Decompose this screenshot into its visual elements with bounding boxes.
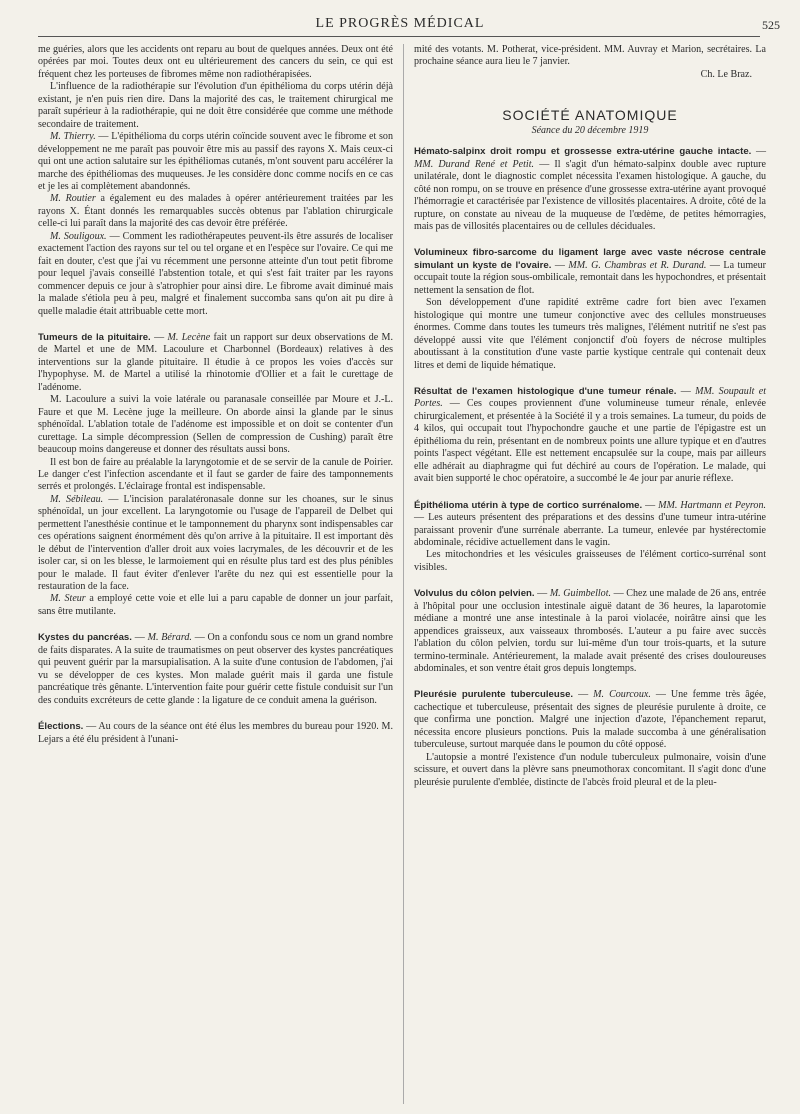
authors: MM. Hartmann et Peyron. [658,499,766,511]
speaker-name: M. Thierry. [50,131,96,143]
speaker-text: a employé cette voie et elle lui a paru capable de donner un jour parfait, sans être mutilante. [38,593,393,617]
paragraph: Son développement d'une rapidité extrême cadre fort bien avec l'examen histologique qui montre une tumeur conjonctive avec des cellules monstrueuses énormes. Comme dans toutes les tumeurs très malignes, l'élément nutritif ne s'est pas développé aussi vite que l'élément conjonctif d'où foyers de nécrose multiples aboutissant à la constitution d'une vaste partie kystique centrale qui contenait deux litres et demi de liquide hématique. [414,297,766,371]
column-divider [403,44,404,1104]
section-heading: Tumeurs de la pituitaire. [38,331,151,343]
section-text: — Une femme très âgée, cachectique et tuberculeuse, présentait des signes de pleurésie purulente à droite, ce que confirma une ponction. Malgré une injection d'azote, l'épanchement reparut, nécessita encore plusieurs ponctions. Puis la malade succomba à une généralisation tuberculeuse, surtout marquée dans le poumon du côté opposé. [414,689,766,751]
session-date: Séance du 20 décembre 1919 [531,124,649,136]
section-heading: Volumineux fibro-sarcome du ligament large avec vaste nécrose centrale simulant un kyste de l'ovaire. [414,247,766,271]
authors: MM. G. Chambras et R. Durand. [568,259,707,271]
paragraph: Les mitochondries et les vésicules graisseuses de l'élément cortico-surrénal sont visibles. [414,549,766,573]
speaker-text: — L'épithélioma du corps utérin coïncide souvent avec le fibrome et son développement ne me paraît pas pouvoir être mis au passif des rayons X. Mais ceux-ci qui ont une action salutaire sur les épithéliomas cutanés, m'ont souvent paru accélérer la marche des épithéliomas des muqueuses. Je les considère donc comme nocifs en ce cas et je les ai complètement abandonnés. [38,131,393,192]
section-heading: Kystes du pancréas. [38,632,132,644]
paragraph: L'autopsie a montré l'existence d'un nodule tuberculeux pulmonaire, voisin d'une scissure, et ouvert dans la plèvre sans pneumothorax concomitant. Il s'agit donc d'une pleurésie purulente d'emblée, distincte de l'abcès froid pleural et de la pleu- [414,751,766,788]
authors: M. Courcoux. [593,689,651,701]
section-paragraph: Kystes du pancréas. — M. Bérard. — On a confondu sous ce nom un grand nombre de faits disparates. A la suite de traumatismes on peut observer des kystes pancréatiques qui peuvent guérir par la marsupialisation. A la suite d'une contusion de l'abdomen, j'ai vu se développer de ces kystes. Mon malade guérit mais il garda une fistule pancréatique très gênante. L'intervention faite pour guérir cette fistule conduisit sur l'un des conduits excréteurs de cette glande : la ligature de ce conduit amena la guérison. [38,632,393,706]
section-heading: Volvulus du côlon pelvien. [414,588,535,600]
section-paragraph: Résultat de l'examen histologique d'une tumeur rénale. — MM. Soupault et Portes. — Ces coupes proviennent d'une volumineuse tumeur rénale, enlevée chirurgicalement, et présentée à la Société il y a trois semaines. La tumeur, du poids de 4 kilos, qui occupait tout l'hypochondre gauche et une partie de l'épigastre est un épithélioma du rein, présentant en de nombreux points une allure typique et en d'autres points l'aspect végétant. Elle est nettement encapsulée sur la coupe, mais par ailleurs elle adhérait au diaphragme qui fut déchiré au cours de l'opération. Le malade, qui avait bien supporté le choc opératoire, a succombé le 4e jour par anurie réflexe. [414,385,766,485]
signature: Ch. Le Braz. [700,68,752,80]
section-heading: Pleurésie purulente tuberculeuse. [414,689,574,701]
speaker-text: fait un rapport sur deux observations de M. de Martel et une de MM. Lacoulure et Charbonnel (Bordeaux) relatives à des interventions sur la glande pituitaire. Il étudie à ce propos les voies d'accès sur l'hypophyse. M. de Martel a utilisé la rhinotomie d'Ollier et a fait le curettage de l'adénome. [38,331,393,393]
section-paragraph: Volumineux fibro-sarcome du ligament large avec vaste nécrose centrale simulant un kyste de l'ovaire. — MM. G. Chambras et R. Durand. — La tumeur occupait toute la région sous-ombilicale, remontait dans les hypochondres, et présentait nettement la sensation de flot. [414,247,766,296]
journal-title: LE PROGRÈS MÉDICAL [315,16,485,31]
paragraph [38,193,393,230]
section-text: — Il s'agit d'un hémato-salpinx double avec rupture unilatérale, dont le diagnostic complet nécessita l'examen histologique. A gauche, du côté non rompu, on se trouve en présence d'une grossesse extra-utérine ayant provoqué l'hémorragie et caractérisée par l'existence de villosités placentaires. A droite, côté de la rupture, on constate au niveau de la muqueuse de l'œdème, de petites hémorragies, mais pas de villosités placentaires ou de cellules déciduales. [414,158,766,232]
section-paragraph: Hémato-salpinx droit rompu et grossesse extra-utérine gauche intacte. — MM. Durand René et Petit. — Il s'agit d'un hémato-salpinx double avec rupture unilatérale, dont le diagnostic complet nécessita l'examen histologique. A gauche, du côté non rompu, on se trouve en présence d'une grossesse extra-utérine ayant provoqué l'hémorragie et caractérisée par l'existence de villosités placentaires. A droite, côté de la rupture, on constate au niveau de la muqueuse de l'œdème, de petites hémorragies, mais pas de villosités placentaires ou de cellules déciduales. [414,146,766,232]
section-text: — Ces coupes proviennent d'une volumineuse tumeur rénale, enlevée chirurgicalement, et présentée à la Société il y a trois semaines. La tumeur, du poids de 4 kilos, qui occupait tout l'hypochondre gauche et une partie de l'épigastre est un épithélioma du rein, présentant en de nombreux points une allure typique et en d'autres points l'aspect végétant. Elle est nettement encapsulée sur la coupe, mais par ailleurs elle adhérait au diaphragme qui fut déchiré au cours de l'opération. Le malade, qui avait bien supporté le choc opératoire, a succombé le 4e jour par anurie réflexe. [414,398,766,485]
section-text: — Chez une malade de 26 ans, entrée à l'hôpital pour une occlusion intestinale aiguë datant de 36 heures, la laparotomie médiane a montré une anse intestinale à la paroi violacée, noirâtre ainsi que les appendices graisseux, aux vaisseaux thrombosés. L'auteur a pu faire avec succès l'ablation du côlon pelvien, tordu sur lui-même d'un tour trois-quarts, et la suture termino-terminale. Antérieurement, la malade avait présenté des crises douloureuses abdominales, et son ventre était gros depuis longtemps. [414,588,766,675]
paragraph [38,131,393,193]
left-column [38,44,393,746]
speaker-text: — On a confondu sous ce nom un grand nombre de faits disparates. A la suite de traumatismes on peut observer des kystes pancréatiques qui peuvent guérir par la marsupialisation. A la suite d'une contusion de l'abdomen, j'ai vu se développer de ces kystes. Mon malade guérit mais il garda une fistule pancréatique très gênante. L'intervention faite pour guérir cette fistule conduisit sur l'un des conduits excréteurs de cette glande : la ligature de ce conduit amena la guérison. [38,632,393,706]
speaker-text: — L'incision paralatéronasale donne sur les choanes, sur le sinus sphénoïdal, un jour excellent. La laryngotomie ou l'usage de l'appareil de Delbet qui permettent l'anesthésie continue et le tamponnement du pharynx sont indispensables car ces opérations saignent énormément dès qu'on arrive à la pituitaire. Il est important dès le début de l'intervention d'aller droit aux voies lacrymales, de les découvrir et de les isoler car, si on les blesse, le larmoiement qui en résulte plus tard est des plus pénibles pour le malade. Il faut éviter d'enlever l'arête du nez qui est essentielle pour la restauration de la face. [38,493,393,593]
section-text: — La tumeur occupait toute la région sous-ombilicale, remontait dans les hypochondres, et présentait nettement la sensation de flot. [414,259,766,296]
society-title: SOCIÉTÉ ANATOMIQUE [502,107,678,124]
paragraph: Il est bon de faire au préalable la laryngotomie et de se servir de la canule de Poirier. Le danger c'est l'infection ascendante et il faut se garder de faire des tamponnements serrés et prolongés. L'éclairage frontal est indispensable. [38,456,393,493]
authors: M. Guimbellot. [549,588,612,600]
paragraph [38,593,393,618]
authors: MM. Durand René et Petit. [414,158,535,170]
paragraph: L'influence de la radiothérapie sur l'évolution d'un épithélioma du corps utérin déjà existant, je n'en puis rien dire. Dans la majorité des cas, le traitement chirurgical me paraît supérieur à la radiothérapie, qui ne doit être considérée que comme une méthode secondaire de traitement. [38,81,393,130]
paragraph [38,494,393,594]
authors: MM. Soupault et Portes. [414,385,766,410]
speaker-name: M. Routier [50,193,96,205]
speaker-text: a également eu des malades à opérer antérieurement traitées par les rayons X. Étant donnés les remarquables succès obtenus par l'ablation chirurgicale celle-ci lui paraît dans la majorité des cas devoir être préférée. [38,193,393,230]
paragraph [38,231,393,318]
speaker-name: M. Lecène [167,331,211,343]
section-paragraph [38,721,393,746]
section-paragraph: Volvulus du côlon pelvien. — M. Guimbellot. — Chez une malade de 26 ans, entrée à l'hôpital pour une occlusion intestinale aiguë datant de 36 heures, la laparotomie médiane a montré une anse intestinale à la paroi violacée, noirâtre ainsi que les appendices graisseux, aux vaisseaux thrombosés. L'auteur a pu faire avec succès l'ablation du côlon pelvien, tordu sur lui-même d'un tour trois-quarts, et la suture termino-terminale. Antérieurement, la malade avait présenté des crises douloureuses abdominales, et son ventre était gros depuis longtemps. [414,588,766,675]
page-number: 525 [762,18,780,32]
speaker-name: M. Souligoux. [50,230,107,242]
section-heading: Élections. [38,721,84,733]
section-heading: Résultat de l'examen histologique d'une tumeur rénale. [414,385,677,397]
speaker-name: M. Steur [50,593,86,605]
section-paragraph: Épithélioma utérin à type de cortico surrénalome. — MM. Hartmann et Peyron. — Les auteurs présentent des préparations et des dessins d'une tumeur intra-utérine paraissant provenir d'une surrénale aberrante. La tumeur, enlevée par hystérectomie abdominale, récidive actuellement dans le vagin. [414,499,766,548]
section-paragraph: Tumeurs de la pituitaire. — M. Lecène fait un rapport sur deux observations de M. de Martel et une de MM. Lacoulure et Charbonnel (Bordeaux) relatives à des interventions sur la glande pituitaire. Il étudie à ce propos les voies d'accès sur l'hypophyse. M. de Martel a utilisé la rhinotomie d'Ollier et a fait le curettage de l'adénome. [38,331,393,393]
paragraph: M. Lacoulure a suivi la voie latérale ou paranasale conseillée par Moure et J.-L. Faure et que M. Lecène juge la meilleure. On aborde ainsi la glande par le sinus sphénoïdal. L'ablation totale de l'adénome est impossible et on doit se contenter d'un curettage. La simple décompression (Sellen de compression de Cushing) paraît être beaucoup moins dangereuse et donner des résultats aussi bons. [38,394,393,456]
speaker-name: M. Sébileau. [50,493,104,505]
section-paragraph: Pleurésie purulente tuberculeuse. — M. Courcoux. — Une femme très âgée, cachectique et tuberculeuse, présentait des signes de pleurésie purulente à droite, ce que confirma une ponction. Malgré une injection d'azote, l'épanchement reparut, nécessita encore plusieurs ponctions. Puis la malade succomba à une généralisation tuberculeuse, surtout marquée dans le poumon du côté opposé. [414,689,766,751]
right-column [414,44,766,789]
paragraph: mité des votants. M. Potherat, vice-président. MM. Auvray et Marion, secrétaires. La prochaine séance aura lieu le 7 janvier. [414,44,766,68]
speaker-text: — Comment les radiothérapeutes peuvent-ils être assurés de localiser exactement l'action des rayons sur tel ou tel organe et en l'espèce sur l'ovaire. Ce qui me fait en douter, c'est que j'ai vu récemment une personne atteinte d'un tout petit fibrome pour lequel j'avais conseillé l'abstention totale, et qui s'est fait traiter par les rayons commencer depuis ce jour à s'atrophier pour ainsi dire. Le fibrome avait diminué mais la malade s'étiola peu à peu, malgré et finalement succomba sans qu'on ait pu dire à quelle maladie était attribuable cette mort. [38,230,393,317]
running-header [0,14,800,36]
section-heading: Hémato-salpinx droit rompu et grossesse extra-utérine gauche intacte. [414,146,752,158]
header-rule [38,36,760,37]
section-text: — Les auteurs présentent des préparations et des dessins d'une tumeur intra-utérine paraissant provenir d'une surrénale aberrante. La tumeur, enlevée par hystérectomie abdominale, récidive actuellement dans le vagin. [414,512,766,548]
section-text: — Au cours de la séance ont été élus les membres du bureau pour 1920. M. Lejars a été élu président à l'unani- [38,721,393,745]
paragraph: me guéries, alors que les accidents ont reparu au bout de quelques années. Deux ont été opérées par moi. Toutes deux ont eu ultérieurement des cancers du sein, ce qui est fréquent chez les porteuses de fibromes même non radiothérapisées. [38,44,393,80]
section-heading: Épithélioma utérin à type de cortico surrénalome. [414,499,643,511]
speaker-name: M. Bérard. [147,632,192,644]
